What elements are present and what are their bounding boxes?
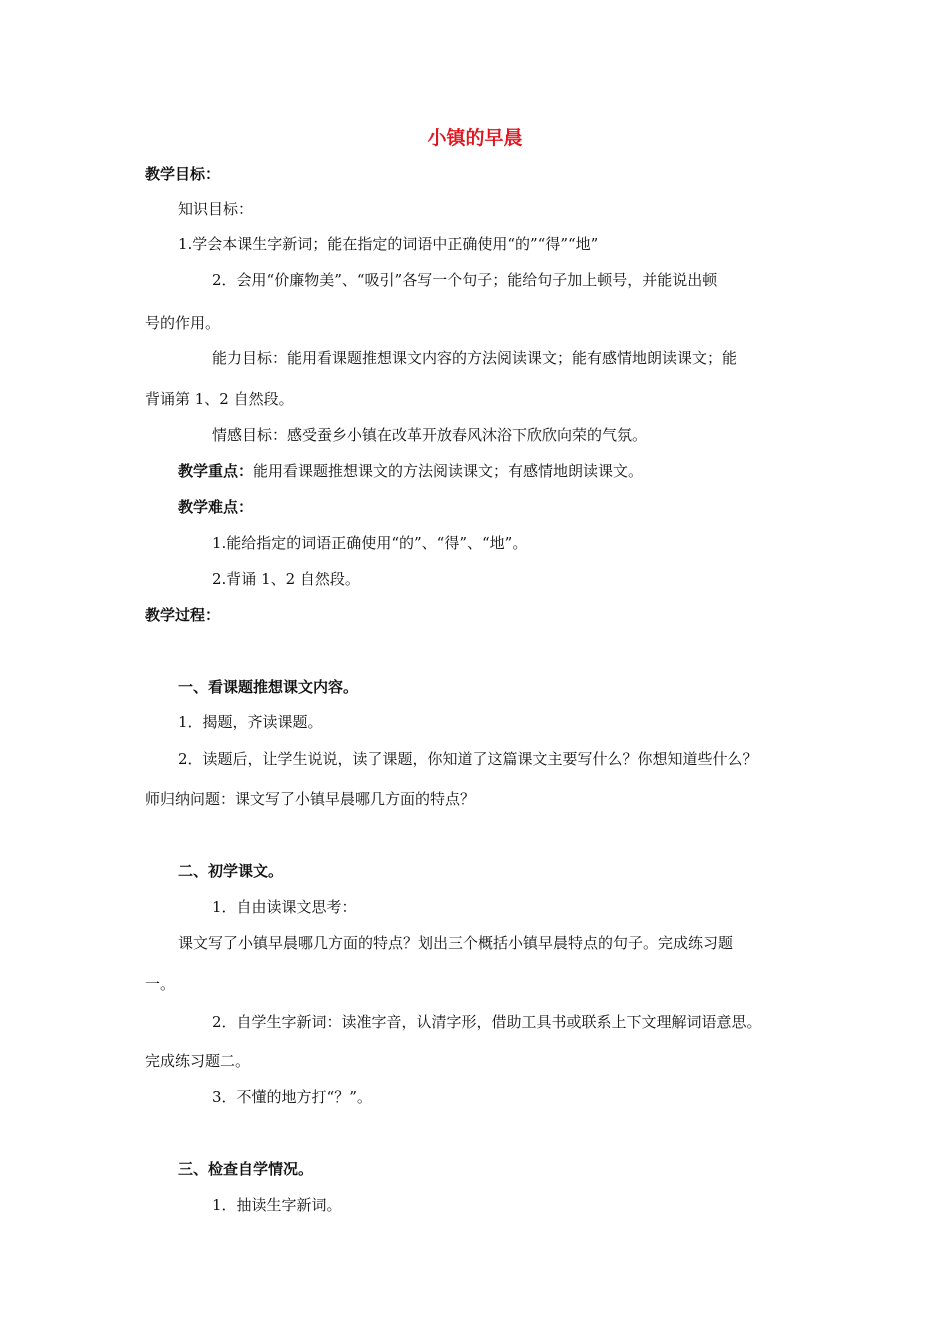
key-points-label: 教学重点： [178,462,254,480]
ability-objective-line2: 背诵第 1、2 自然段。 [145,390,294,408]
section-1-title: 一、看课题推想课文内容。 [178,678,359,696]
knowledge-objective-2-line1: 2．会用“价廉物美”、“吸引”各写一个句子；能给句子加上顿号，并能说出顿 [212,271,718,289]
section-3-item-1: 1．抽读生字新词。 [212,1196,342,1214]
objectives-heading: 教学目标： [145,165,221,183]
key-points [178,461,643,481]
knowledge-objective-1: 1.学会本课生字新词；能在指定的词语中正确使用“的”“得”“地” [178,235,599,253]
emotion-objective: 情感目标：感受蚕乡小镇在改革开放春风沐浴下欣欣向荣的气氛。 [212,426,648,444]
section-1-item-2-line2: 师归纳问题：课文写了小镇早晨哪几方面的特点？ [145,790,476,808]
section-1-item-1: 1．揭题，齐读课题。 [178,713,323,731]
section-2-title: 二、初学课文。 [178,862,284,880]
difficulty-2: 2.背诵 1、2 自然段。 [212,570,360,588]
section-3-title: 三、检查自学情况。 [178,1160,314,1178]
section-2-item-2-line2: 完成练习题二。 [145,1052,251,1070]
section-2-item-1b-line2: 一。 [145,975,176,993]
section-1-item-2-line1: 2．读题后，让学生说说，读了课题，你知道了这篇课文主要写什么？你想知道些什么？ [178,750,758,768]
key-points-text: 能用看课题推想课文的方法阅读课文；有感情地朗读课文。 [253,462,644,480]
difficulties-heading: 教学难点： [178,498,254,516]
page-title: 小镇的早晨 [427,127,523,149]
section-2-item-3: 3．不懂的地方打“？”。 [212,1088,372,1106]
knowledge-objective-label: 知识目标： [178,200,254,218]
difficulty-1: 1.能给指定的词语正确使用“的”、“得”、“地”。 [212,534,528,552]
section-2-item-1b-line1: 课文写了小镇早晨哪几方面的特点？划出三个概括小镇早晨特点的句子。完成练习题 [178,934,734,952]
ability-objective-line1: 能力目标：能用看课题推想课文内容的方法阅读课文；能有感情地朗读课文；能 [212,349,738,367]
section-2-item-1: 1．自由读课文思考： [212,898,357,916]
process-heading: 教学过程： [145,606,221,624]
section-2-item-2-line1: 2．自学生字新词：读准字音，认清字形，借助工具书或联系上下文理解词语意思。 [212,1013,762,1031]
knowledge-objective-2-line2: 号的作用。 [145,314,221,332]
